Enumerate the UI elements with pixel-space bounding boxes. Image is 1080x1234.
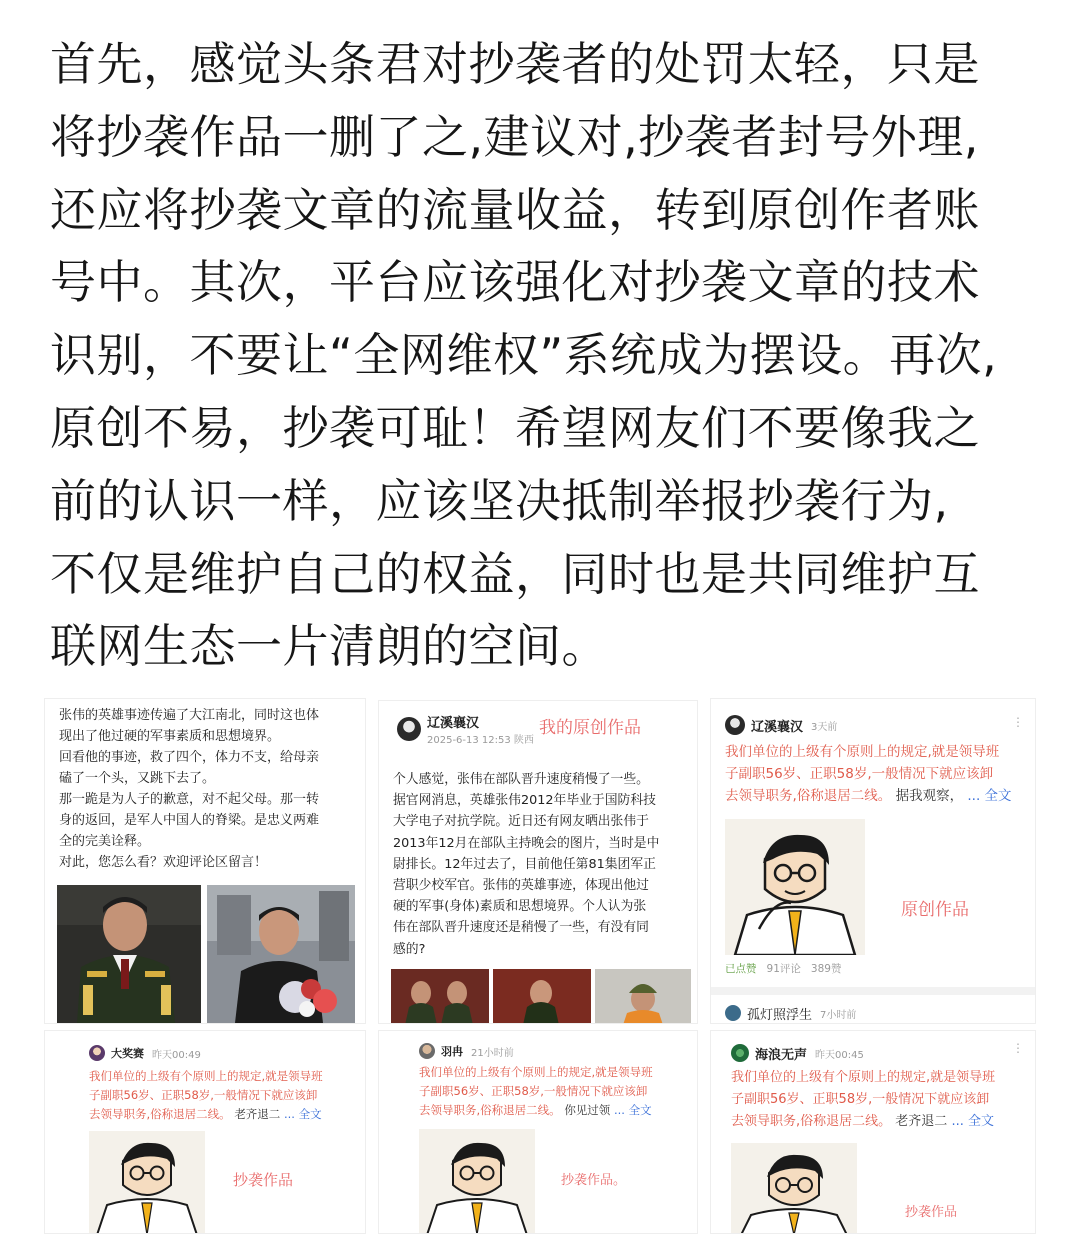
- post-line: 回看他的事迹，救了四个，体力不支，给母亲: [59, 750, 320, 765]
- post-line: 子副职56岁、正职58岁,一般情况下就应该卸: [731, 1092, 990, 1107]
- post-line: 身的返回，是军人中国人的脊梁。是忠义两难: [59, 813, 320, 828]
- post-line: 现出了他过硬的军事素质和思想境界。: [59, 729, 281, 744]
- post-time: 2025-6-13 12:53 陕西: [427, 735, 534, 746]
- article-line: 号中。其次，平台应该强化对抄袭文章的技术: [50, 255, 980, 310]
- post-time: 21小时前: [471, 1047, 514, 1059]
- avatar[interactable]: [731, 1044, 749, 1062]
- post-line-last: 去领导职务,俗称退居二线。 老齐退二 ... 全文: [731, 1114, 994, 1129]
- like-count: 389赞: [810, 963, 842, 975]
- screenshot-panel-2[interactable]: [378, 700, 698, 1024]
- article-line: 前的认识一样，应该坚决抵制举报抄袭行为,: [50, 473, 949, 528]
- full-text-link[interactable]: ... 全文: [613, 1103, 652, 1117]
- post-time: 3天前: [811, 721, 838, 733]
- post-line: 硬的军事(身体)素质和思想境界。个人认为张: [393, 899, 647, 915]
- article-text: [50, 28, 1040, 683]
- post-line: 我们单位的上级有个原则上的规定,就是领导班: [731, 1070, 996, 1085]
- post-time: 7小时前: [820, 1009, 857, 1021]
- post-line: 伟在部队晋升速度还是稍慢了一些，有没有同: [393, 920, 649, 936]
- post-line: 子副职56岁、正职58岁,一般情况下就应该卸: [419, 1084, 648, 1098]
- soldier-group-photo[interactable]: [391, 969, 489, 1024]
- post-line: 我们单位的上级有个原则上的规定,就是领导班: [419, 1065, 653, 1079]
- post-line: 大学电子对抗学院。近日还有网友晒出张伟于: [393, 814, 649, 830]
- watermark-plagiarism: 抄袭作品: [905, 1205, 958, 1220]
- cartoon-thinking-man-image[interactable]: [419, 1129, 535, 1234]
- article-line: 识别，不要让“全网维权”系统成为摆设。再次,: [50, 328, 998, 383]
- avatar[interactable]: [89, 1045, 105, 1061]
- author-name[interactable]: 孤灯照浮生: [747, 1007, 813, 1023]
- soldier-helmet-photo[interactable]: [595, 969, 691, 1024]
- comment-count[interactable]: 91评论: [766, 963, 801, 975]
- post-line: 子副职56岁、正职58岁,一般情况下就应该卸: [89, 1088, 318, 1102]
- avatar[interactable]: [419, 1043, 435, 1059]
- article-line: 不仅是维护自己的权益，同时也是共同维护互: [50, 546, 980, 601]
- more-options-icon[interactable]: ⋮: [1012, 715, 1025, 729]
- screenshot-panel-3[interactable]: [710, 698, 1036, 1024]
- post-time: 昨天00:49: [152, 1049, 201, 1061]
- post-line: 张伟的英雄事迹传遍了大江南北，同时这也体: [59, 708, 320, 723]
- screenshot-panel-4[interactable]: [44, 1030, 366, 1234]
- more-options-icon[interactable]: ⋮: [1012, 1041, 1025, 1055]
- author-name[interactable]: 羽冉: [441, 1045, 463, 1058]
- post-line: 营职少校军官。张伟的英雄事迹，体现出他过: [393, 878, 649, 894]
- post-line: 我们单位的上级有个原则上的规定,就是领导班: [725, 744, 1000, 760]
- avatar[interactable]: [725, 1005, 741, 1021]
- post-time: 昨天00:45: [815, 1049, 864, 1061]
- post-line: 据官网消息，英雄张伟2012年毕业于国防科技: [393, 793, 656, 809]
- avatar[interactable]: [397, 717, 421, 741]
- post-line: 感的?: [393, 941, 426, 957]
- soldier-photo[interactable]: [57, 885, 201, 1023]
- avatar[interactable]: [725, 715, 745, 735]
- full-text-link[interactable]: ... 全文: [967, 788, 1012, 804]
- author-name[interactable]: 辽溪襄汉: [427, 716, 480, 731]
- post-line: 个人感觉，张伟在部队晋升速度稍慢了一些。: [393, 772, 649, 787]
- author-name[interactable]: 大奖赛: [111, 1047, 144, 1060]
- author-name[interactable]: 辽溪襄汉: [751, 719, 804, 735]
- screenshot-panel-5[interactable]: [378, 1030, 698, 1234]
- cartoon-thinking-man-image[interactable]: [725, 819, 865, 955]
- watermark-plagiarism: 抄袭作品。: [561, 1173, 627, 1188]
- full-text-link[interactable]: ... 全文: [951, 1114, 994, 1129]
- screenshot-grid: [44, 698, 1036, 1234]
- soldier-stage-photo[interactable]: [493, 969, 591, 1024]
- author-name[interactable]: 海浪无声: [755, 1047, 808, 1063]
- screenshot-panel-6[interactable]: [710, 1030, 1036, 1234]
- post-line: 对此，您怎么看？欢迎评论区留言！: [59, 855, 268, 870]
- man-with-flowers-photo[interactable]: [207, 885, 355, 1023]
- article-line: 原创不易，抄袭可耻！希望网友们不要像我之: [50, 400, 980, 455]
- post-line: 那一跪是为人子的歉意，对不起父母。那一转: [59, 792, 320, 807]
- cartoon-thinking-man-image[interactable]: [89, 1131, 205, 1234]
- watermark-original: 原创作品: [901, 900, 969, 920]
- post-line: 我们单位的上级有个原则上的规定,就是领导班: [89, 1069, 323, 1083]
- post-line: 子副职56岁、正职58岁,一般情况下就应该卸: [725, 766, 994, 782]
- liked-status[interactable]: 已点赞: [725, 963, 757, 975]
- post-line: 全的完美诠释。: [59, 834, 151, 849]
- post-line: 磕了一个头，又跳下去了。: [59, 771, 216, 786]
- article-line: 首先，感觉头条君对抄袭者的处罚太轻，只是: [50, 37, 980, 91]
- full-text-link[interactable]: ... 全文: [283, 1107, 322, 1121]
- post-line: 尉排长。12年过去了，目前他任第81集团军正: [393, 856, 656, 872]
- article-line: 将抄袭作品一删了之,建议对,抄袭者封号外理,: [50, 109, 979, 164]
- article-line: 联网生态一片清朗的空间。: [50, 619, 608, 674]
- post-line-last: 去领导职务,俗称退居二线。 你见过领 ... 全文: [419, 1103, 652, 1117]
- watermark-plagiarism: 抄袭作品: [233, 1171, 294, 1189]
- post-line-last: 去领导职务,俗称退居二线。 老齐退二 ... 全文: [89, 1107, 322, 1121]
- screenshot-panel-1[interactable]: [44, 698, 366, 1024]
- article-line: 还应将抄袭文章的流量收益，转到原创作者账: [50, 182, 980, 237]
- watermark-original: 我的原创作品: [539, 718, 641, 738]
- cartoon-thinking-man-image[interactable]: [731, 1143, 857, 1234]
- post-line: 2013年12月在部队主持晚会的图片，当时是中: [393, 835, 660, 851]
- post-line-last: 去领导职务,俗称退居二线。 据我观察， ... 全文: [725, 788, 1012, 804]
